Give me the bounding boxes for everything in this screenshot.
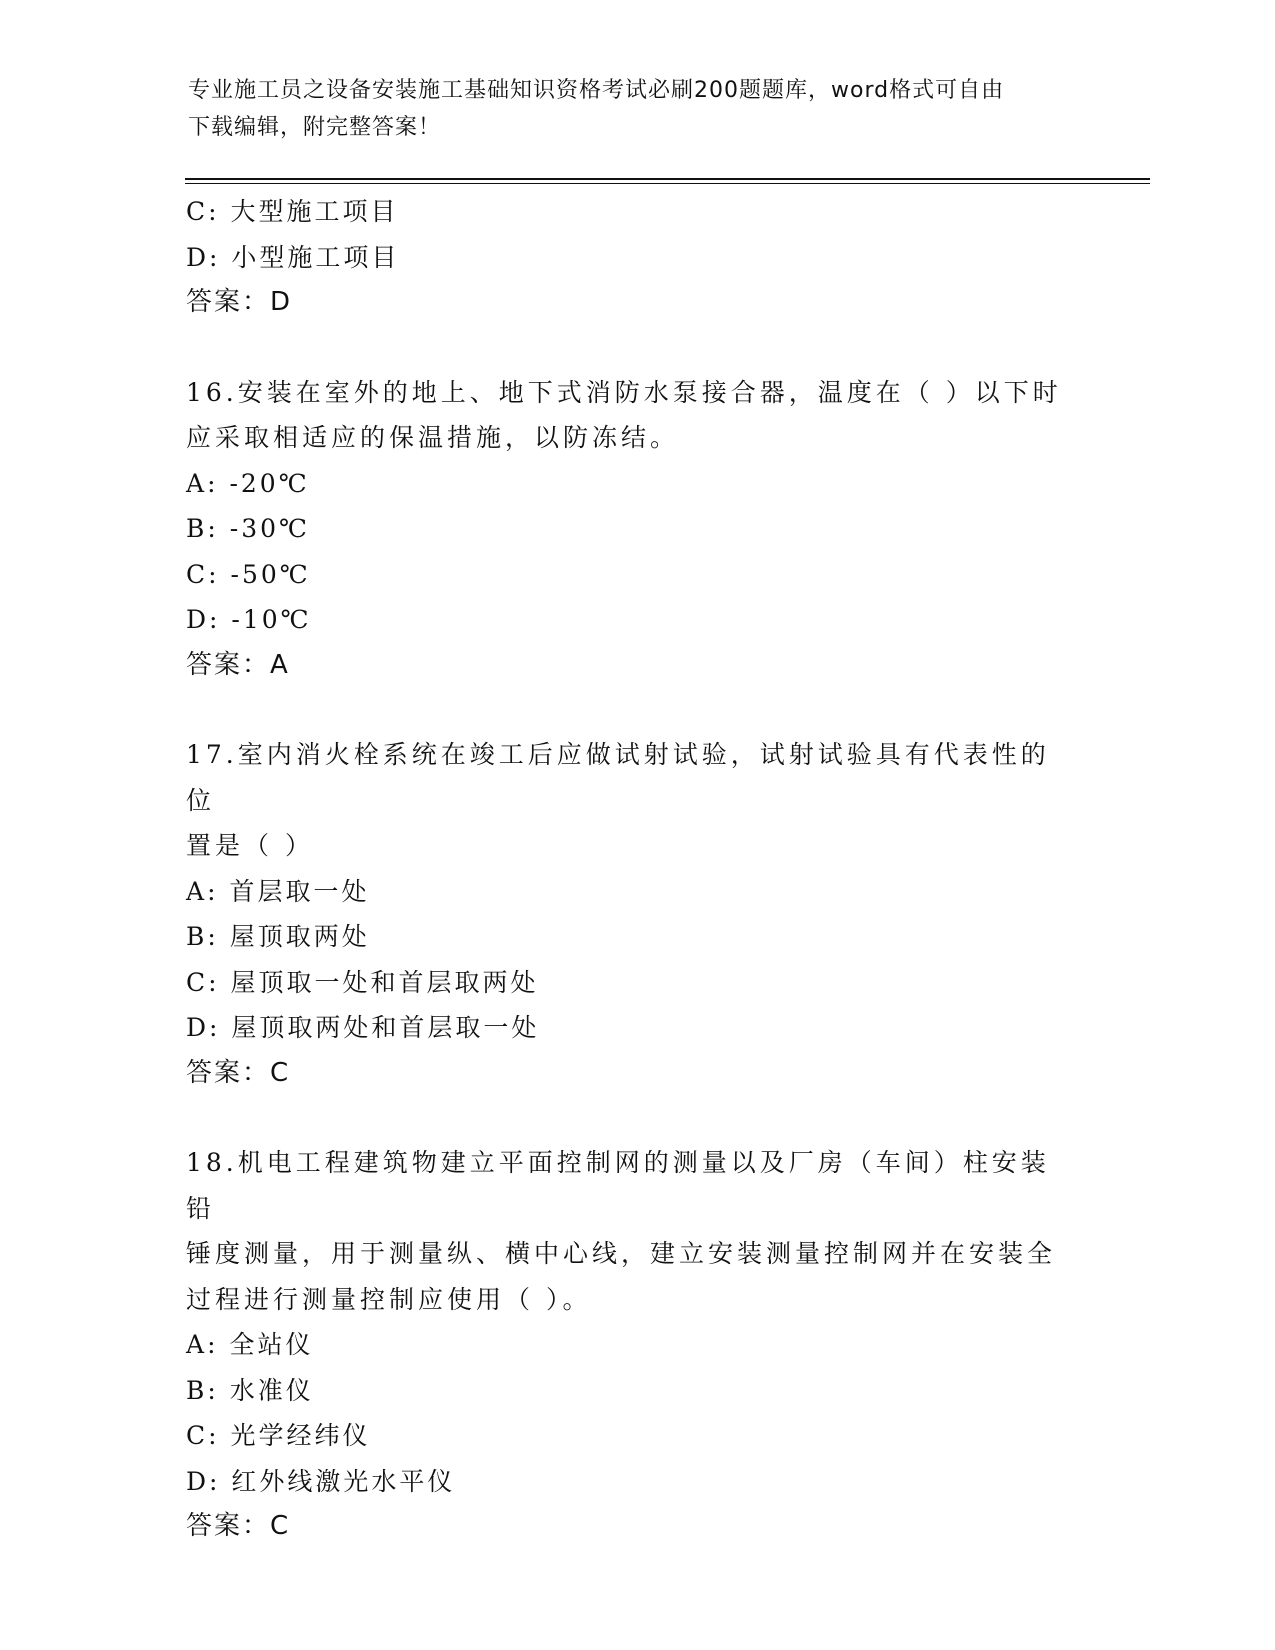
option-label: C xyxy=(186,1421,209,1450)
option-label: A xyxy=(186,876,208,906)
option-label: D xyxy=(186,242,210,272)
option-separator: : xyxy=(208,967,231,997)
option-label: C xyxy=(186,559,209,589)
option-text: -10℃ xyxy=(231,605,312,634)
question-list xyxy=(186,189,1086,1550)
question-text xyxy=(186,732,1076,869)
option-c xyxy=(186,1413,1086,1459)
option-label: B xyxy=(186,922,208,951)
option-a xyxy=(186,869,1086,915)
question-line: 机电工程建筑物建立平面控制网的测量以及厂房（车间）柱安装铅 xyxy=(186,1148,1050,1223)
option-a xyxy=(186,1322,1086,1368)
question-line: 过程进行测量控制应使用（ ）。 xyxy=(186,1284,592,1314)
header-rule-top xyxy=(185,178,1150,180)
option-text: 屋顶取一处和首层取两处 xyxy=(230,967,539,997)
option-text: -30℃ xyxy=(229,514,310,543)
question-number: 17. xyxy=(186,740,238,769)
spacer xyxy=(186,326,1086,370)
answer-line: 答案：A xyxy=(186,649,290,680)
question-text xyxy=(186,1140,1076,1322)
question-number: 16. xyxy=(186,377,238,407)
option-label: B xyxy=(186,1375,208,1405)
question-line: 安装在室外的地上、地下式消防水泵接合器，温度在（ ）以下时 xyxy=(237,377,1062,407)
option-d xyxy=(186,1005,1086,1051)
option-text: 屋顶取两处 xyxy=(229,922,370,951)
option-label: D xyxy=(186,1466,210,1496)
question-line: 锤度测量，用于测量纵、横中心线，建立安装测量控制网并在安装全 xyxy=(186,1239,1057,1268)
spacer xyxy=(186,688,1086,732)
option-text: 光学经纬仪 xyxy=(230,1421,371,1450)
option-separator: : xyxy=(209,605,232,634)
option-text: 屋顶取两处和首层取一处 xyxy=(231,1013,540,1042)
option-label: B xyxy=(186,514,208,543)
option-c xyxy=(186,960,1086,1006)
header-line-1: 专业施工员之设备安装施工基础知识资格考试必刷200题题库，word格式可自由 xyxy=(188,78,1005,103)
option-separator: : xyxy=(207,876,230,906)
option-label: D xyxy=(186,605,210,634)
option-d xyxy=(186,597,1086,643)
option-text: -20℃ xyxy=(229,468,310,498)
option-text: 小型施工项目 xyxy=(231,242,400,272)
question-15-tail xyxy=(186,189,1086,326)
option-c xyxy=(186,189,1086,235)
option-text: 大型施工项目 xyxy=(230,197,399,226)
question-17 xyxy=(186,732,1086,1096)
option-text: 红外线激光水平仪 xyxy=(231,1466,456,1496)
answer-line: 答案：C xyxy=(186,1511,291,1541)
question-line: 置是（ ） xyxy=(186,831,314,860)
answer-line: 答案：C xyxy=(186,1057,291,1088)
option-separator: : xyxy=(207,1330,230,1359)
option-text: -50℃ xyxy=(230,559,311,589)
header-line-2: 下载编辑，附完整答案！ xyxy=(188,115,442,140)
option-separator: : xyxy=(207,922,230,951)
option-a xyxy=(186,461,1086,507)
option-separator: : xyxy=(207,1375,230,1405)
question-line: 应采取相适应的保温措施，以防冻结。 xyxy=(186,423,680,452)
option-separator: : xyxy=(209,1013,232,1042)
option-separator: : xyxy=(209,1466,232,1496)
spacer xyxy=(186,1096,1086,1140)
option-separator: : xyxy=(208,559,231,589)
question-16 xyxy=(186,370,1086,689)
option-text: 全站仪 xyxy=(229,1330,314,1359)
page-header xyxy=(188,72,1068,146)
option-d xyxy=(186,235,1086,281)
option-separator: : xyxy=(208,1421,231,1450)
answer-line: 答案：D xyxy=(186,287,293,317)
option-d xyxy=(186,1459,1086,1505)
option-label: A xyxy=(186,1330,208,1359)
question-18 xyxy=(186,1140,1086,1550)
option-separator: : xyxy=(207,468,230,498)
option-text: 水准仪 xyxy=(229,1375,314,1405)
option-b xyxy=(186,1368,1086,1414)
question-text xyxy=(186,370,1076,461)
option-label: C xyxy=(186,967,209,997)
option-label: A xyxy=(186,468,208,498)
question-line: 室内消火栓系统在竣工后应做试射试验，试射试验具有代表性的位 xyxy=(186,740,1050,815)
option-c xyxy=(186,552,1086,598)
option-separator: : xyxy=(207,514,230,543)
option-text: 首层取一处 xyxy=(229,876,370,906)
option-separator: : xyxy=(209,242,232,272)
option-b xyxy=(186,506,1086,552)
option-b xyxy=(186,914,1086,960)
option-label: D xyxy=(186,1013,210,1042)
option-separator: : xyxy=(208,197,231,226)
option-label: C xyxy=(186,197,209,226)
header-rule-bottom xyxy=(185,183,1150,184)
question-number: 18. xyxy=(186,1148,238,1177)
